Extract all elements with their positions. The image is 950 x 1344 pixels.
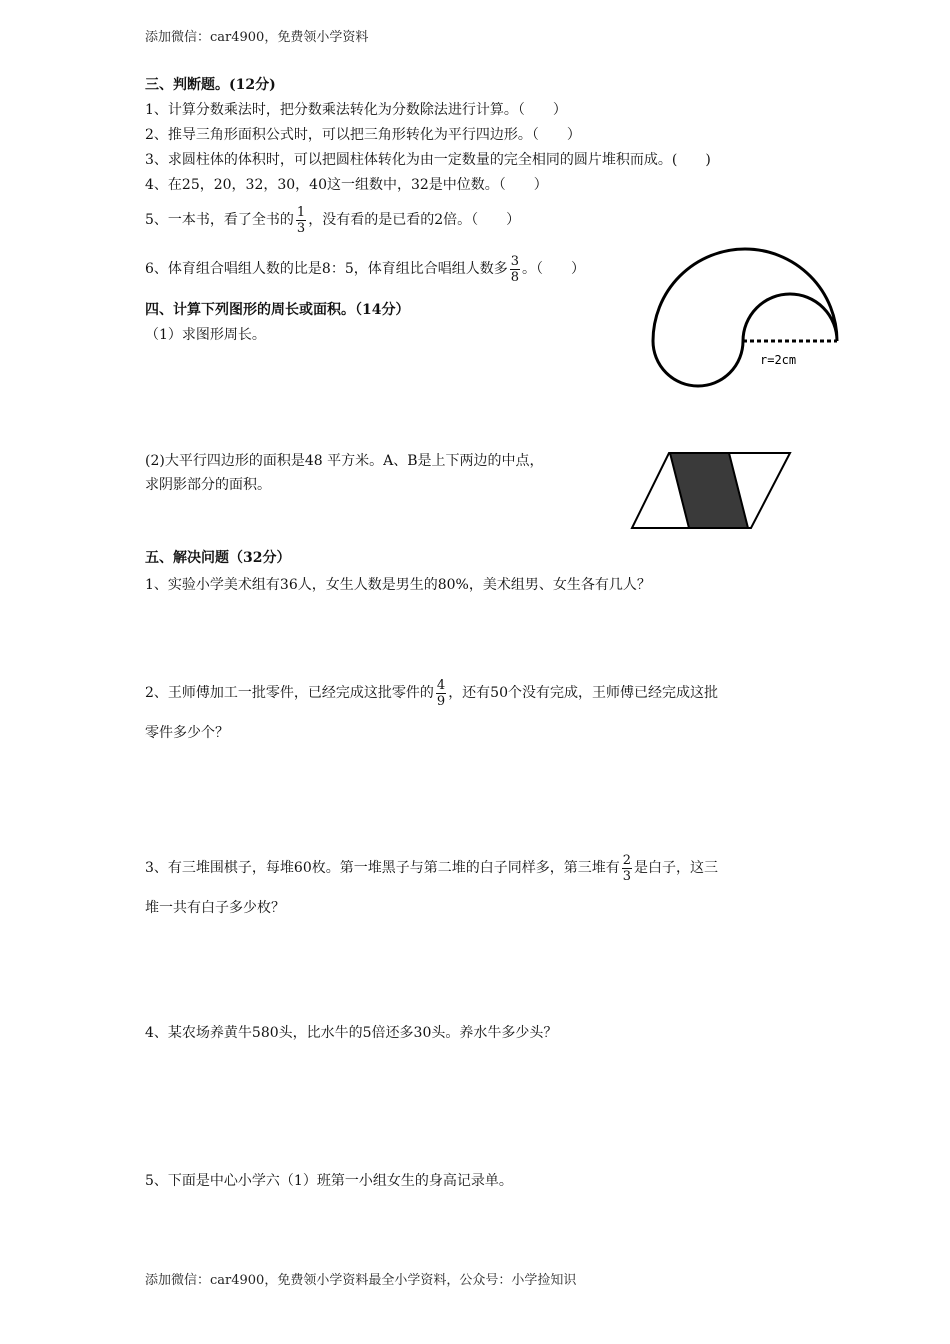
radius-label: r=2cm (760, 353, 797, 367)
fraction-numerator: 2 (622, 852, 632, 868)
problem-5: 5、下面是中心小学六（1）班第一小组女生的身高记录单。 (145, 1173, 513, 1189)
problem-2-post: ，还有50个没有完成，王师傅已经完成这批 (448, 685, 719, 701)
fraction-denominator: 8 (510, 269, 520, 285)
judge-item-6-pre: 6、体育组合唱组人数的比是8：5，体育组比合唱组人数多 (145, 261, 508, 277)
problem-3 (145, 851, 718, 885)
fraction-numerator: 1 (296, 204, 306, 220)
problem-2 (145, 676, 718, 710)
judge-item-4: 4、在25，20，32，30，40这一组数中，32是中位数。（ ） (145, 177, 548, 193)
page-footer: 添加微信：car4900，免费领小学资料最全小学资料，公众号：小学捡知识 (145, 1273, 577, 1288)
fraction-numerator: 3 (510, 253, 520, 269)
judge-item-5-post: ，没有看的是已看的2倍。（ ） (308, 212, 521, 228)
problem-1: 1、实验小学美术组有36人，女生人数是男生的80%，美术组男、女生各有几人？ (145, 577, 651, 593)
problem-2-pre: 2、王师傅加工一批零件，已经完成这批零件的 (145, 685, 434, 701)
figure-outline (653, 249, 837, 386)
fraction-three-eighths (510, 254, 520, 285)
fraction-denominator: 3 (296, 220, 306, 236)
problem-4: 4、某农场养黄牛580头，比水牛的5倍还多30头。养水牛多少头？ (145, 1025, 558, 1041)
section-5-title: 五、解决问题（32分） (145, 550, 291, 566)
section-4-question-2-line-1: (2)大平行四边形的面积是48 平方米。A、B是上下两边的中点， (145, 453, 544, 469)
judge-item-3: 3、求圆柱体的体积时，可以把圆柱体转化为由一定数量的完全相同的圆片堆积而成。( ) (145, 152, 711, 168)
judge-item-1: 1、计算分数乘法时，把分数乘法转化为分数除法进行计算。（ ） (145, 102, 567, 118)
judge-item-5-pre: 5、一本书，看了全书的 (145, 212, 294, 228)
judge-item-6-post: 。（ ） (522, 261, 586, 277)
judge-item-5 (145, 204, 520, 236)
fraction-four-ninths (436, 678, 446, 709)
section-4-question-1: （1）求图形周长。 (145, 327, 266, 343)
section-4-title: 四、计算下列图形的周长或面积。（14分） (145, 302, 410, 318)
page-header: 添加微信：car4900，免费领小学资料 (145, 30, 369, 45)
problem-3-pre: 3、有三堆围棋子，每堆60枚。第一堆黑子与第二堆的白子同样多，第三堆有 (145, 860, 620, 876)
fraction-numerator: 4 (436, 677, 446, 693)
parallelogram-figure (628, 450, 796, 532)
problem-2-continued: 零件多少个？ (145, 725, 229, 741)
fraction-denominator: 9 (436, 693, 446, 709)
fraction-denominator: 3 (622, 868, 632, 884)
judge-item-6 (145, 253, 585, 285)
problem-3-post: 是白子，这三 (634, 860, 719, 876)
fraction-one-third (296, 205, 306, 236)
semicircle-figure (640, 245, 850, 395)
judge-item-2: 2、推导三角形面积公式时，可以把三角形转化为平行四边形。（ ） (145, 127, 581, 143)
problem-3-continued: 堆一共有白子多少枚？ (145, 900, 285, 916)
fraction-two-thirds (622, 853, 632, 884)
section-3-title: 三、判断题。(12分) (145, 77, 276, 93)
section-4-question-2-line-2: 求阴影部分的面积。 (145, 477, 271, 493)
